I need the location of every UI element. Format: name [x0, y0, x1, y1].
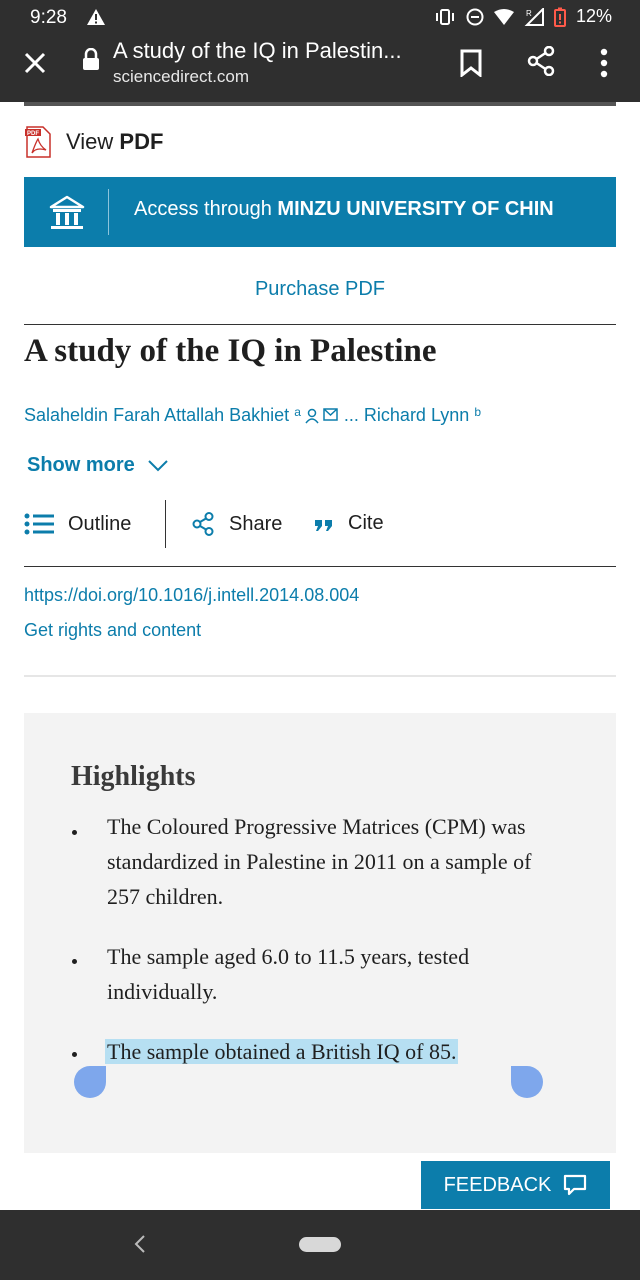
warning-icon — [86, 8, 106, 26]
author-ellipsis: ... — [343, 405, 359, 425]
share-icon[interactable] — [527, 46, 555, 76]
outline-button[interactable] — [24, 512, 131, 536]
institution-icon — [48, 194, 86, 232]
vibrate-icon — [434, 8, 456, 26]
outline-label: Outline — [68, 512, 132, 535]
doi-link[interactable]: https://doi.org/10.1016/j.intell.2014.08.004 — [24, 585, 360, 605]
chevron-down-icon — [147, 459, 169, 473]
divider — [24, 675, 616, 677]
feedback-button[interactable] — [421, 1161, 610, 1209]
action-divider — [165, 500, 166, 548]
battery-icon — [554, 7, 566, 27]
author-affiliation: a — [294, 404, 301, 419]
page-url[interactable]: sciencedirect.com — [113, 67, 250, 86]
page-title[interactable]: A study of the IQ in Palestin... — [113, 38, 402, 63]
cite-button[interactable] — [314, 512, 384, 535]
wifi-icon — [494, 9, 514, 25]
show-more-label: Show more — [27, 454, 135, 476]
feedback-label: FEEDBACK — [443, 1173, 552, 1196]
svg-text:PDF: PDF — [27, 131, 39, 137]
cite-label: Cite — [348, 512, 384, 534]
comment-icon — [563, 1173, 587, 1197]
navigation-bar — [0, 1210, 640, 1280]
bullet-icon — [72, 1052, 77, 1057]
highlight-item: The sample aged 6.0 to 11.5 years, tested individually. — [107, 944, 470, 1004]
selection-start-handle[interactable] — [74, 1066, 106, 1098]
divider — [24, 566, 616, 567]
highlight-item: The Coloured Progressive Matrices (CPM) was standardized in Palestine in 2011 on a sample of 257 children. — [107, 814, 532, 909]
highlights-section — [24, 713, 616, 1153]
list-icon — [24, 512, 56, 536]
highlight-item-selected[interactable] — [107, 1034, 567, 1069]
rights-link[interactable]: Get rights and content — [24, 620, 202, 640]
more-icon[interactable] — [598, 48, 610, 78]
purchase-pdf-link[interactable]: Purchase PDF — [254, 278, 386, 300]
article-title: A study of the IQ in Palestine — [24, 333, 437, 369]
selected-text[interactable]: The sample obtained a British IQ of 85. — [107, 1039, 457, 1064]
view-pdf-prefix: View — [66, 129, 120, 154]
divider — [24, 324, 616, 325]
access-divider — [108, 189, 109, 235]
pdf-file-icon — [24, 126, 52, 158]
show-more-button[interactable] — [27, 454, 169, 477]
bullet-icon — [72, 959, 77, 964]
article-actions — [24, 500, 616, 548]
share-button[interactable] — [192, 512, 282, 536]
access-institution: MINZU UNIVERSITY OF CHIN — [277, 198, 554, 220]
author-affiliation: b — [474, 404, 482, 419]
person-icon[interactable] — [305, 408, 319, 424]
author-link[interactable]: Richard Lynn — [363, 405, 470, 425]
selection-end-handle[interactable] — [511, 1066, 543, 1098]
browser-toolbar — [0, 36, 640, 102]
svg-text:R: R — [525, 8, 532, 18]
bookmark-icon[interactable] — [459, 49, 483, 77]
home-pill[interactable] — [299, 1237, 341, 1252]
signal-icon — [524, 8, 544, 26]
share-label: Share — [229, 512, 283, 535]
institution-access-button[interactable] — [24, 177, 616, 247]
view-pdf-link[interactable] — [24, 126, 163, 158]
lock-icon — [82, 48, 100, 70]
page-top-edge — [24, 102, 616, 106]
status-time: 9:28 — [30, 7, 67, 28]
close-icon[interactable] — [22, 50, 48, 76]
email-icon[interactable] — [323, 408, 338, 421]
bullet-icon — [72, 830, 77, 835]
back-icon[interactable] — [133, 1234, 147, 1254]
status-bar — [0, 0, 640, 36]
access-prefix: Access through — [134, 198, 278, 220]
view-pdf-bold: PDF — [119, 129, 164, 154]
quote-icon — [314, 516, 334, 532]
author-link[interactable]: Salaheldin Farah Attallah Bakhiet — [24, 405, 290, 425]
battery-percent: 12% — [575, 6, 612, 26]
author-list — [24, 405, 481, 426]
share-icon — [192, 512, 214, 536]
do-not-disturb-icon — [466, 8, 484, 26]
highlights-heading: Highlights — [71, 761, 196, 792]
